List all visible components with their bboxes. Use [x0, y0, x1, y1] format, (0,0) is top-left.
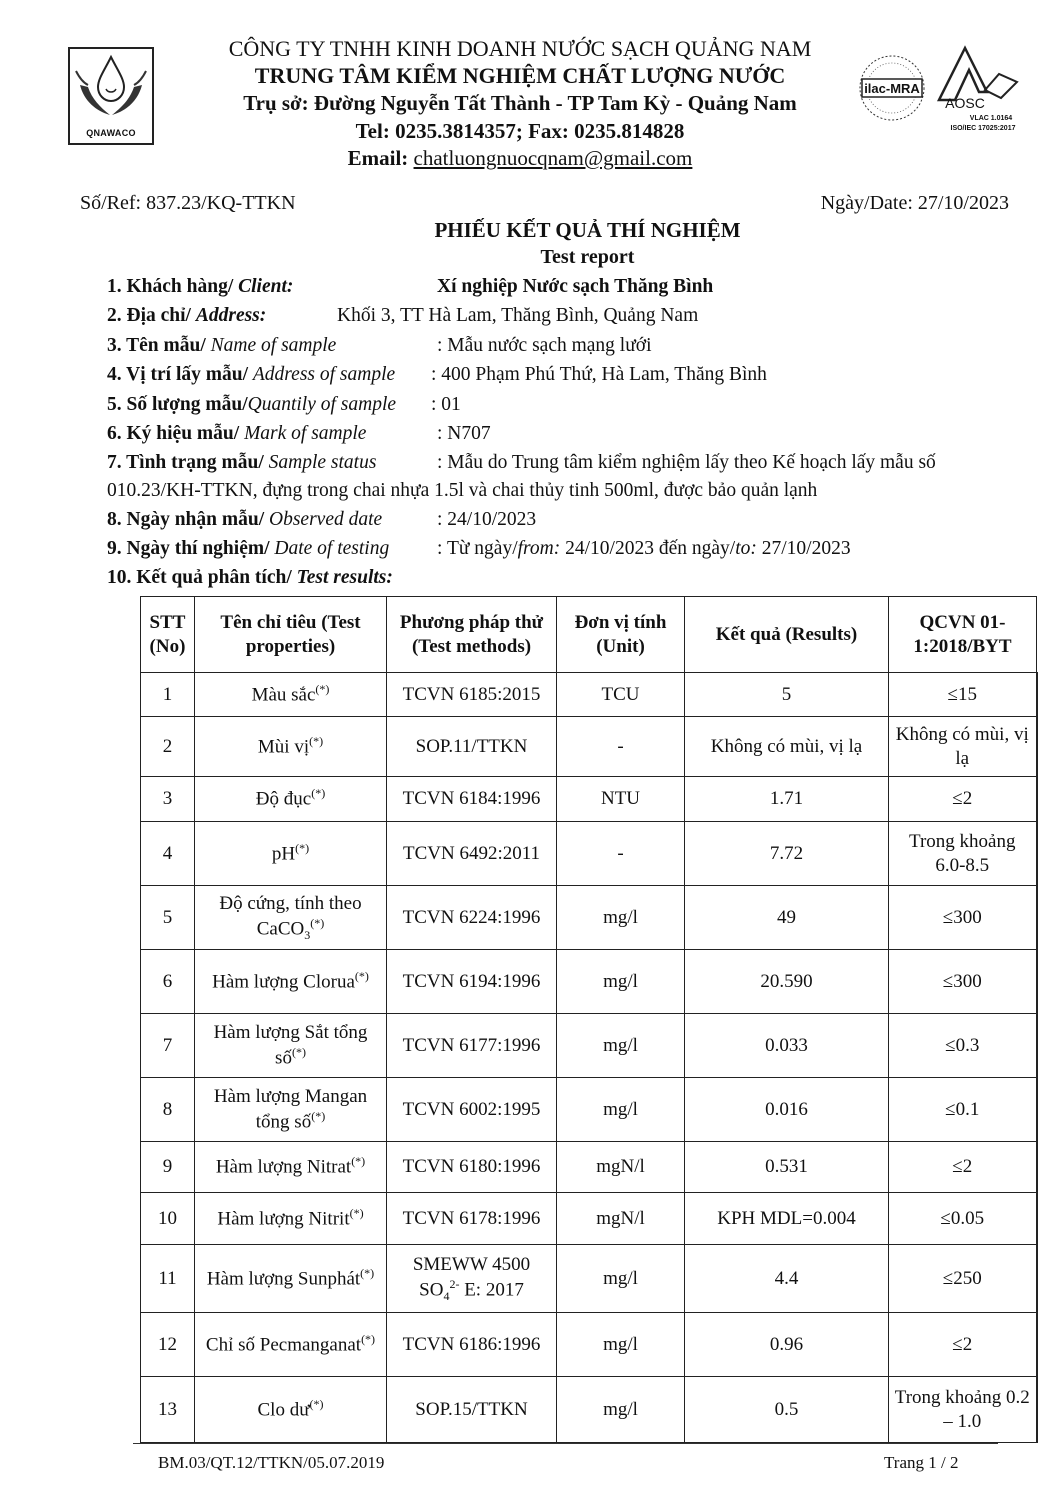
unit-value: mg/l — [603, 1034, 638, 1056]
result-value: 7.72 — [769, 842, 804, 864]
cell-result — [685, 717, 889, 777]
result-value: 0.96 — [769, 1333, 804, 1355]
unit-value: NTU — [600, 788, 641, 810]
accreditation-mark: (*) — [351, 1154, 366, 1169]
table-header-row — [141, 597, 1037, 673]
center-name: TRUNG TÂM KIỂM NGHIỆM CHẤT LƯỢNG NƯỚC — [254, 63, 786, 88]
accreditation-mark: (*) — [315, 681, 330, 696]
cell-result — [685, 1245, 889, 1313]
page-number: Trang 1 / 2 — [884, 1453, 959, 1472]
row-number: 9 — [162, 1156, 173, 1178]
row-number: 6 — [162, 970, 173, 992]
cell-standard — [889, 1142, 1037, 1193]
testing-from-label: : Từ ngày/ — [437, 538, 518, 559]
cell-standard — [889, 1193, 1037, 1245]
property-name: Hàm lượng Nitrit — [217, 1208, 350, 1230]
table-row — [141, 1245, 1037, 1313]
quantity-label: 5. Số lượng mẫu/ — [107, 394, 248, 415]
cell-standard — [889, 1377, 1037, 1443]
cell-property — [195, 1193, 387, 1245]
result-value: 5 — [781, 683, 792, 705]
unit-value: - — [617, 842, 624, 864]
accreditation-mark: (*) — [295, 840, 310, 855]
method-name: SMEWW 4500 — [412, 1254, 531, 1276]
cell-result — [685, 950, 889, 1014]
method-formula: SO — [419, 1279, 444, 1301]
table-row — [141, 1014, 1037, 1078]
accreditation-mark: (*) — [349, 1205, 364, 1220]
cell-property — [195, 673, 387, 717]
property-name: Hàm lượng Nitrat — [215, 1156, 352, 1178]
cell-property — [195, 822, 387, 886]
cell-no — [141, 673, 195, 717]
cell-result — [685, 822, 889, 886]
cell-method — [387, 1078, 557, 1142]
cell-standard — [889, 950, 1037, 1014]
received-date-value: : 24/10/2023 — [437, 509, 537, 530]
unit-value: mg/l — [603, 1398, 638, 1420]
method-name: SOP.11/TTKN — [415, 735, 528, 757]
quantity-value: : 01 — [431, 394, 461, 415]
table-row — [141, 1377, 1037, 1443]
standard-limit: ≤250 — [942, 1267, 982, 1289]
standard-limit: ≤0.1 — [945, 1098, 980, 1120]
cell-standard — [889, 1078, 1037, 1142]
cell-result — [685, 1142, 889, 1193]
method-name: TCVN 6002:1995 — [402, 1098, 541, 1120]
sample-label-en: Name of sample — [210, 335, 337, 356]
status-label: 7. Tình trạng mẫu/ — [107, 452, 269, 473]
cell-unit — [557, 1078, 685, 1142]
cell-property — [195, 777, 387, 822]
iso-text: ISO/IEC 17025:2017 — [950, 125, 1016, 132]
sample-location-row — [107, 364, 395, 386]
sample-name-value: : Mẫu nước sạch mạng lưới — [437, 335, 652, 356]
cell-standard — [889, 673, 1037, 717]
results-label-en: Test results: — [296, 567, 393, 588]
results-heading — [107, 567, 393, 589]
results-label: 10. Kết quả phân tích/ — [107, 567, 297, 588]
accreditation-mark: (*) — [311, 786, 326, 801]
report-date: Ngày/Date: 27/10/2023 — [820, 192, 1009, 214]
email-line — [170, 146, 870, 171]
table-row — [141, 822, 1037, 886]
property-name: Hàm lượng Mangan tổng số — [213, 1086, 368, 1133]
row-number: 2 — [162, 735, 173, 757]
property-name: pH — [271, 843, 296, 865]
unit-value: mg/l — [603, 906, 638, 928]
aosc-accreditation-icon — [935, 44, 1021, 136]
col-header-result: Kết quả (Results) — [685, 597, 889, 673]
table-row — [141, 673, 1037, 717]
form-code: BM.03/QT.12/TTKN/05.07.2019 — [158, 1453, 385, 1472]
cell-result — [685, 673, 889, 717]
col-header-standard: QCVN 01-1:2018/BYT — [889, 597, 1037, 673]
report-title: PHIẾU KẾT QUẢ THÍ NGHIỆM — [434, 218, 741, 242]
result-value: 49 — [777, 906, 796, 928]
cell-result — [685, 1377, 889, 1443]
method-name: TCVN 6180:1996 — [402, 1156, 541, 1178]
property-name: Màu sắc — [251, 684, 316, 706]
cell-property — [195, 1377, 387, 1443]
results-table — [140, 596, 1038, 1443]
address-label: 2. Địa chỉ/ — [107, 305, 196, 326]
sample-status-row — [107, 452, 376, 474]
cell-method — [387, 717, 557, 777]
cell-result — [685, 777, 889, 822]
ilac-text: ilac-MRA — [864, 81, 920, 96]
cell-property — [195, 1014, 387, 1078]
cell-unit — [557, 777, 685, 822]
row-number: 8 — [162, 1098, 173, 1120]
property-name: Hàm lượng Sunphát — [206, 1268, 361, 1290]
result-value: KPH MDL=0.004 — [717, 1207, 856, 1229]
cell-method — [387, 950, 557, 1014]
cell-property — [195, 1142, 387, 1193]
standard-limit: ≤0.3 — [945, 1034, 980, 1056]
address-value: Khối 3, TT Hà Lam, Thăng Bình, Quảng Nam — [337, 305, 699, 326]
table-row — [141, 886, 1037, 950]
method-name: TCVN 6185:2015 — [402, 683, 541, 705]
client-row — [107, 276, 293, 298]
cell-result — [685, 1014, 889, 1078]
received-label-en: Observed date — [269, 509, 383, 530]
cell-property — [195, 886, 387, 950]
property-name: Độ cứng, tính theo CaCO — [219, 893, 362, 940]
status-label-en: Sample status — [268, 452, 377, 473]
standard-limit: ≤15 — [947, 683, 977, 705]
unit-value: mgN/l — [596, 1156, 645, 1178]
ilac-mra-logo — [856, 48, 928, 128]
cell-property — [195, 1313, 387, 1377]
method-name: TCVN 6224:1996 — [402, 906, 541, 928]
quantity-label-en: Quantily of sample — [247, 394, 397, 415]
result-value: 0.016 — [765, 1098, 808, 1120]
col-header-property: Tên chỉ tiêu (Test properties) — [195, 597, 387, 673]
standard-limit: Trong khoảng 0.2 – 1.0 — [894, 1386, 1030, 1432]
method-formula-sup: 2- — [449, 1276, 460, 1291]
cell-no — [141, 950, 195, 1014]
cell-no — [141, 1313, 195, 1377]
mark-row — [107, 423, 366, 445]
unit-value: mg/l — [603, 970, 638, 992]
cell-standard — [889, 717, 1037, 777]
received-label: 8. Ngày nhận mẫu/ — [107, 509, 269, 530]
result-value: 0.531 — [765, 1156, 808, 1178]
cell-unit — [557, 1193, 685, 1245]
unit-value: mg/l — [603, 1267, 638, 1289]
client-value: Xí nghiệp Nước sạch Thăng Bình — [437, 276, 714, 297]
unit-value: - — [617, 735, 624, 757]
accreditation-mark: (*) — [311, 1108, 326, 1123]
cell-no — [141, 777, 195, 822]
method-name: TCVN 6186:1996 — [402, 1333, 541, 1355]
accreditation-mark: (*) — [360, 1265, 375, 1280]
cell-no — [141, 1014, 195, 1078]
cell-method — [387, 886, 557, 950]
cell-method — [387, 1377, 557, 1443]
testing-from-label-en: from: — [517, 538, 561, 559]
cell-unit — [557, 1377, 685, 1443]
testing-to-label-en: to: — [735, 538, 757, 559]
row-number: 3 — [162, 788, 173, 810]
cell-property — [195, 1245, 387, 1313]
standard-limit: ≤0.05 — [940, 1207, 985, 1229]
cell-result — [685, 1313, 889, 1377]
water-drop-hands-icon — [70, 49, 152, 127]
row-number: 7 — [162, 1034, 173, 1056]
cell-unit — [557, 1245, 685, 1313]
cell-method — [387, 1313, 557, 1377]
email-link[interactable]: chatluongnuocqnam@gmail.com — [413, 146, 693, 170]
ilac-mra-icon — [856, 48, 928, 128]
testing-date-row — [107, 538, 389, 560]
received-date-row — [107, 509, 382, 531]
property-name: Clo dư — [257, 1399, 310, 1421]
accreditation-mark: (*) — [354, 968, 369, 983]
cell-standard — [889, 1014, 1037, 1078]
address-row — [107, 305, 266, 327]
col-header-unit: Đơn vị tính (Unit) — [557, 597, 685, 673]
location-label-en: Address of sample — [252, 364, 396, 385]
report-title-en: Test report — [540, 246, 635, 268]
standard-limit: ≤2 — [952, 1333, 973, 1355]
client-label-en: Client: — [238, 276, 294, 297]
row-number: 5 — [162, 906, 173, 928]
accreditation-mark: (*) — [361, 1331, 376, 1346]
unit-value: mg/l — [603, 1333, 638, 1355]
mark-value: : N707 — [437, 423, 491, 444]
cell-unit — [557, 822, 685, 886]
standard-limit: Không có mùi, vị lạ — [895, 723, 1029, 769]
accreditation-mark: (*) — [309, 1396, 324, 1411]
cell-standard — [889, 777, 1037, 822]
method-name: TCVN 6177:1996 — [402, 1034, 541, 1056]
cell-unit — [557, 673, 685, 717]
testing-to-value: 27/10/2023 — [756, 538, 851, 559]
result-value: 0.033 — [765, 1034, 808, 1056]
cell-result — [685, 886, 889, 950]
property-name: Mùi vị — [257, 736, 310, 758]
company-name: CÔNG TY TNHH KINH DOANH NƯỚC SẠCH QUẢNG NAM — [228, 36, 812, 61]
cell-standard — [889, 1245, 1037, 1313]
standard-limit: ≤300 — [942, 970, 982, 992]
cell-method — [387, 1245, 557, 1313]
mark-label: 6. Ký hiệu mẫu/ — [107, 423, 245, 444]
method-name: TCVN 6184:1996 — [402, 788, 541, 810]
table-row — [141, 777, 1037, 822]
accreditation-mark: (*) — [309, 733, 324, 748]
accreditation-mark: (*) — [310, 915, 325, 930]
footer-divider — [133, 1443, 998, 1444]
cell-property — [195, 1078, 387, 1142]
table-row — [141, 717, 1037, 777]
sample-status-value-2: 010.23/KH-TTKN, đựng trong chai nhựa 1.5l và chai thủy tinh 500ml, được bảo quản lạnh — [107, 480, 818, 501]
email-label: Email: — [347, 146, 414, 170]
row-number: 10 — [158, 1207, 177, 1229]
col-header-no: STT (No) — [141, 597, 195, 673]
result-value: 1.71 — [769, 788, 804, 810]
cell-no — [141, 1142, 195, 1193]
address-line: Trụ sở: Đường Nguyễn Tất Thành - TP Tam Kỳ - Quảng Nam — [243, 91, 797, 115]
cell-unit — [557, 1014, 685, 1078]
property-name: Độ đục — [255, 788, 312, 810]
cell-method — [387, 1193, 557, 1245]
cell-no — [141, 717, 195, 777]
sample-label: 3. Tên mẫu/ — [107, 335, 211, 356]
standard-limit: ≤2 — [952, 788, 973, 810]
cell-unit — [557, 1313, 685, 1377]
method-formula-sub: 4 — [443, 1288, 450, 1303]
cell-unit — [557, 717, 685, 777]
cell-unit — [557, 1142, 685, 1193]
address-label-en: Address: — [195, 305, 267, 326]
aosc-text: AOSC — [945, 95, 985, 111]
unit-value: mgN/l — [596, 1207, 645, 1229]
vilas-text: VLAC 1.0164 — [969, 115, 1013, 122]
cell-no — [141, 886, 195, 950]
cell-standard — [889, 1313, 1037, 1377]
cell-method — [387, 673, 557, 717]
quantity-row — [107, 394, 396, 416]
property-subscript: 3 — [304, 927, 311, 942]
method-name: TCVN 6492:2011 — [402, 842, 541, 864]
sample-status-value: : Mẫu do Trung tâm kiểm nghiệm lấy theo Kế hoạch lấy mẫu số — [437, 452, 936, 473]
aosc-logo — [935, 44, 1021, 136]
testing-label: 9. Ngày thí nghiệm/ — [107, 538, 275, 559]
cell-standard — [889, 886, 1037, 950]
sample-name-row — [107, 335, 336, 357]
row-number: 13 — [158, 1398, 177, 1420]
table-row — [141, 1193, 1037, 1245]
mark-label-en: Mark of sample — [244, 423, 367, 444]
result-value: 20.590 — [760, 970, 813, 992]
standard-limit: ≤2 — [952, 1156, 973, 1178]
cell-no — [141, 1377, 195, 1443]
phone-line: Tel: 0235.3814357; Fax: 0235.814828 — [355, 119, 685, 143]
row-number: 4 — [162, 842, 173, 864]
cell-result — [685, 1078, 889, 1142]
cell-method — [387, 822, 557, 886]
table-row — [141, 1142, 1037, 1193]
col-header-method: Phương pháp thử (Test methods) — [387, 597, 557, 673]
table-row — [141, 1313, 1037, 1377]
standard-limit: Trong khoảng 6.0-8.5 — [909, 830, 1016, 876]
result-value: Không có mùi, vị lạ — [710, 735, 863, 757]
result-value: 4.4 — [774, 1267, 799, 1289]
table-row — [141, 1078, 1037, 1142]
method-name: TCVN 6194:1996 — [402, 970, 541, 992]
cell-method — [387, 1142, 557, 1193]
cell-property — [195, 950, 387, 1014]
standard-limit: ≤300 — [942, 906, 982, 928]
cell-method — [387, 777, 557, 822]
row-number: 1 — [162, 683, 173, 705]
row-number: 12 — [158, 1333, 177, 1355]
method-suffix: E: 2017 — [459, 1279, 524, 1301]
logo-text: QNAWACO — [86, 128, 136, 138]
location-label: 4. Vị trí lấy mẫu/ — [107, 364, 253, 385]
testing-date-value — [437, 538, 851, 560]
row-number: 11 — [158, 1267, 177, 1289]
property-name: Hàm lượng Clorua — [212, 971, 355, 993]
cell-result — [685, 1193, 889, 1245]
property-name: Chỉ số Pecmanganat — [205, 1334, 362, 1356]
method-name: TCVN 6178:1996 — [402, 1207, 541, 1229]
cell-property — [195, 717, 387, 777]
cell-unit — [557, 950, 685, 1014]
cell-no — [141, 1193, 195, 1245]
unit-value: TCU — [601, 683, 640, 705]
table-row — [141, 950, 1037, 1014]
cell-unit — [557, 886, 685, 950]
unit-value: mg/l — [603, 1098, 638, 1120]
cell-no — [141, 1078, 195, 1142]
result-value: 0.5 — [774, 1398, 799, 1420]
testing-label-en: Date of testing — [274, 538, 390, 559]
property-name: Hàm lượng Sắt tổng số — [213, 1022, 368, 1069]
client-label: 1. Khách hàng/ — [107, 276, 239, 297]
cell-no — [141, 1245, 195, 1313]
cell-method — [387, 1014, 557, 1078]
cell-no — [141, 822, 195, 886]
sample-location-value: : 400 Phạm Phú Thứ, Hà Lam, Thăng Bình — [431, 364, 767, 385]
reference-number: Số/Ref: 837.23/KQ-TTKN — [80, 192, 296, 214]
testing-from-value: 24/10/2023 đến ngày/ — [560, 538, 736, 559]
method-name: SOP.15/TTKN — [415, 1398, 528, 1420]
cell-standard — [889, 822, 1037, 886]
accreditation-mark: (*) — [291, 1044, 306, 1059]
